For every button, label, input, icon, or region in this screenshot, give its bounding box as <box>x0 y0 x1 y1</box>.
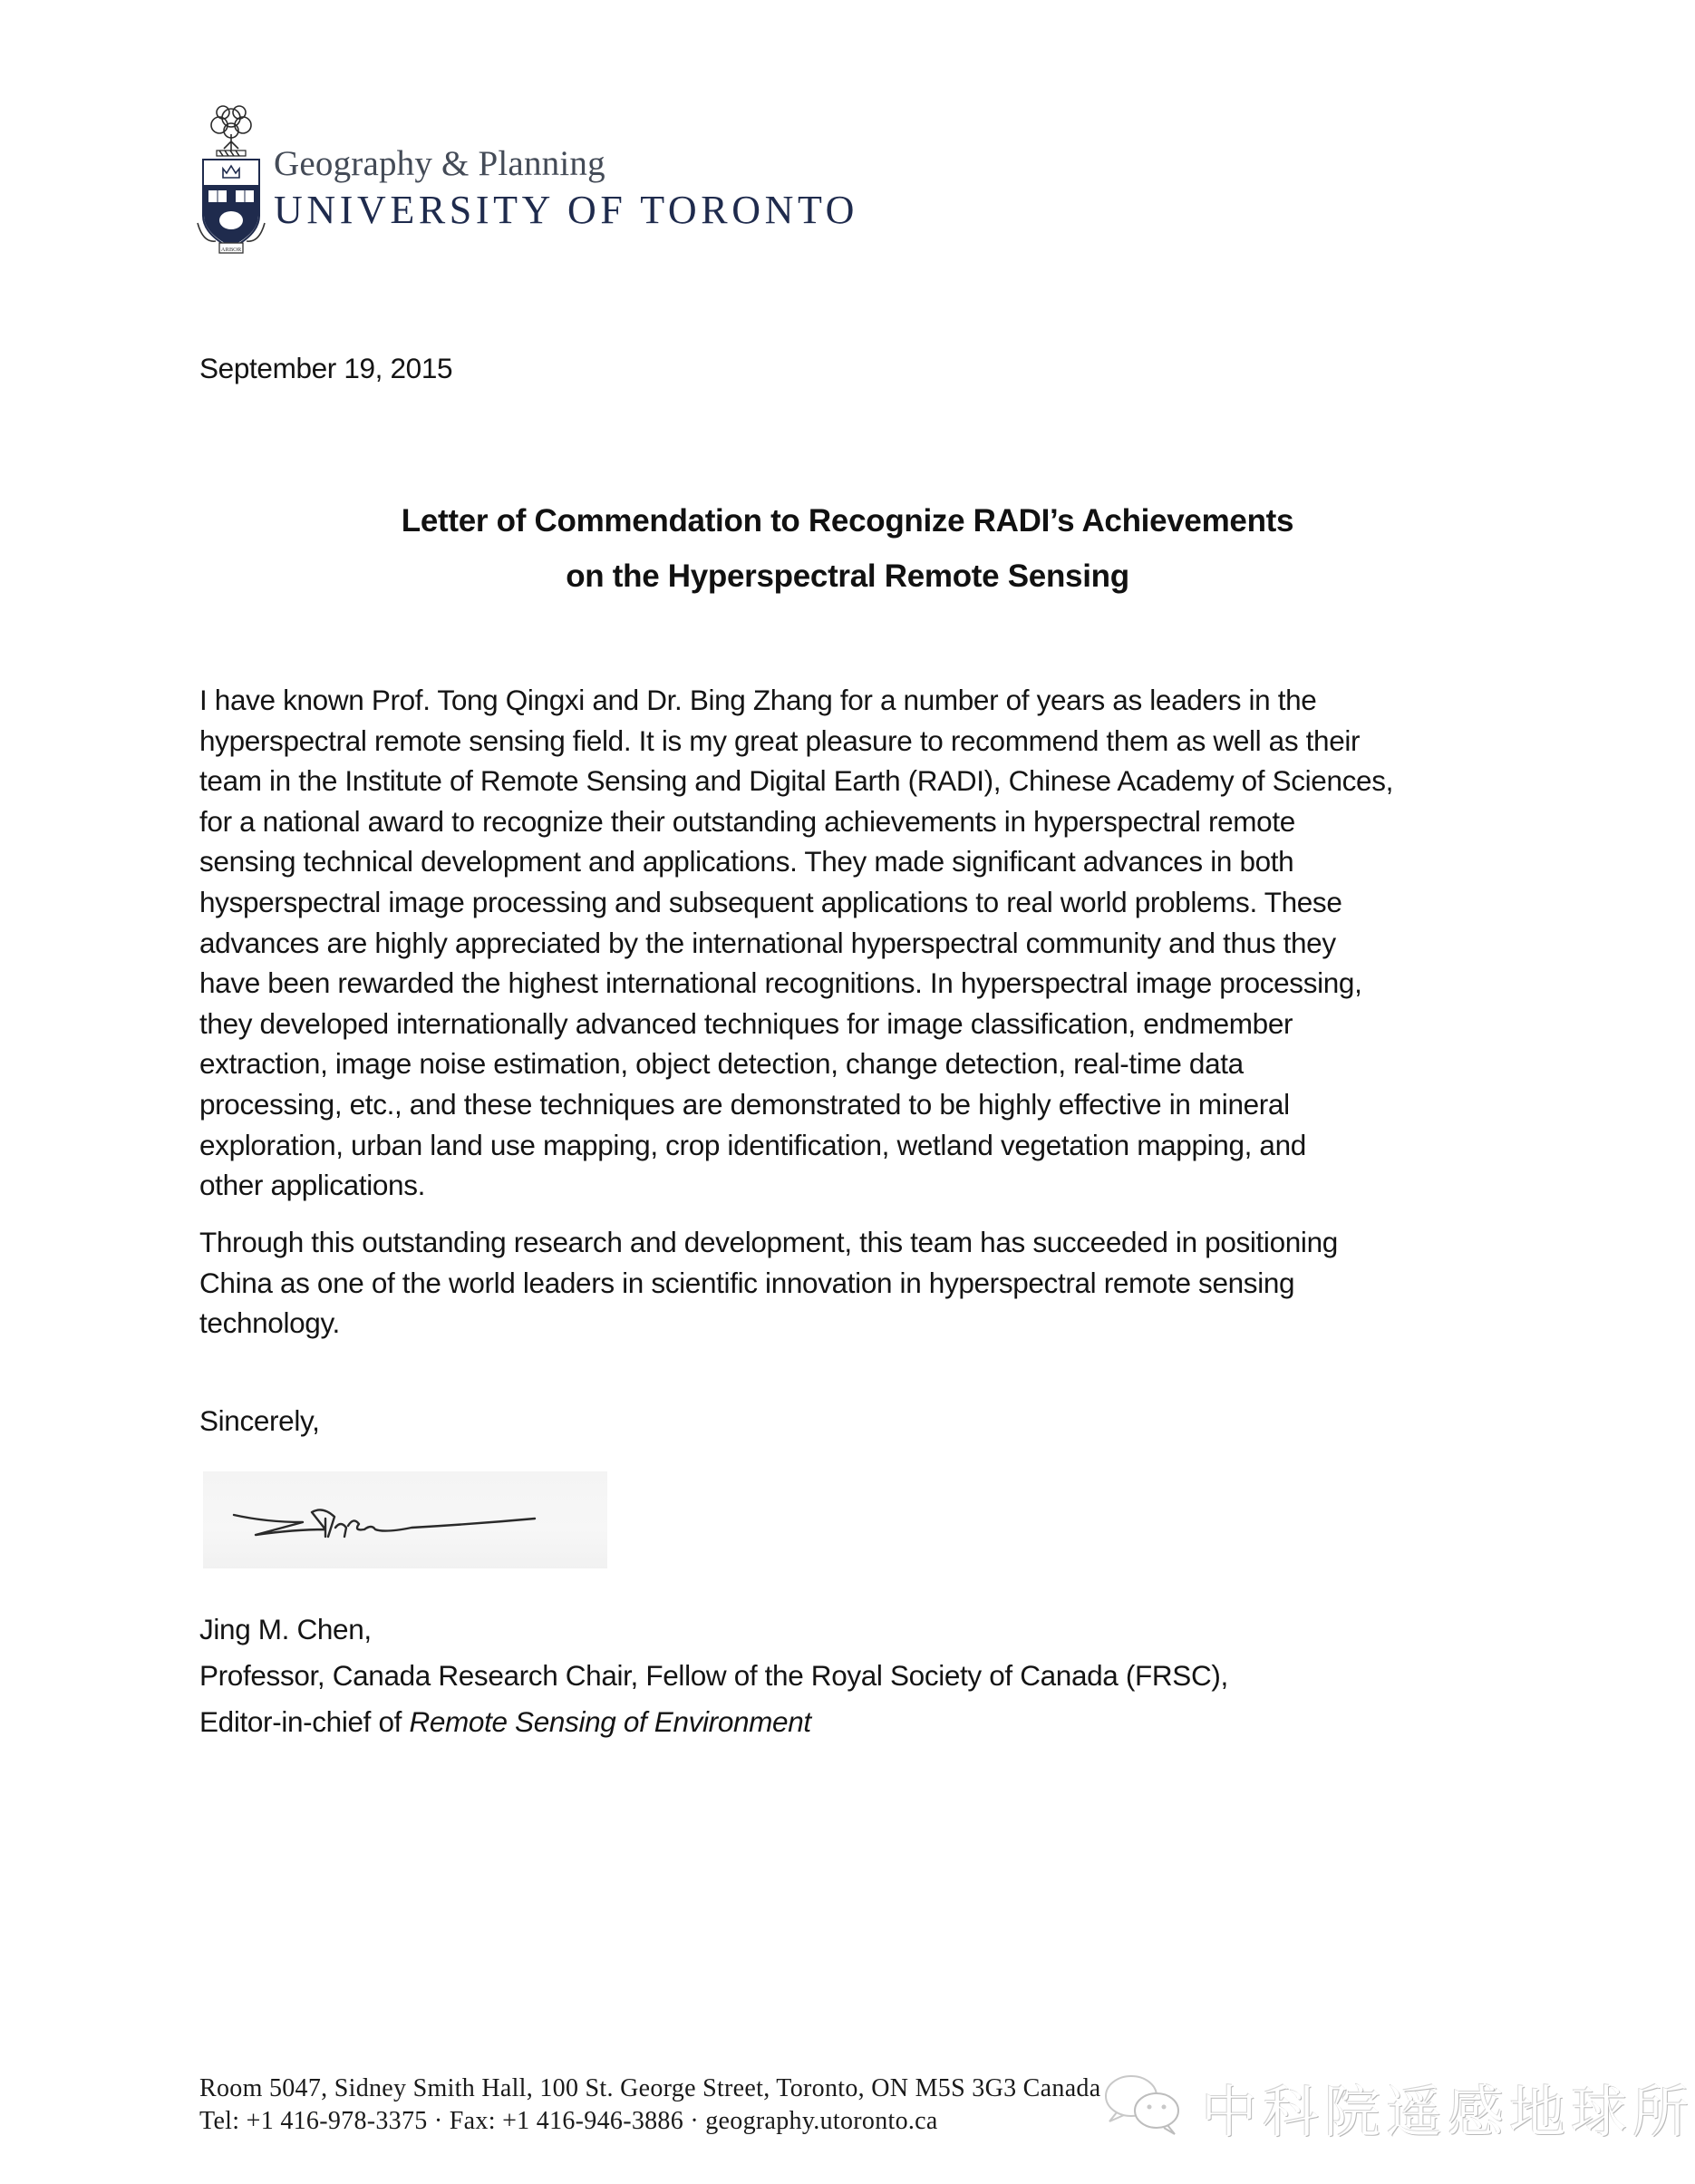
text-line: hysperspectral image processing and subsequent applications to real world problems. These <box>199 885 1342 918</box>
text-line: sensing technical development and applications. They made significant advances in both <box>199 845 1294 878</box>
handwritten-signature-icon <box>203 1471 607 1568</box>
footer-address: Room 5047, Sidney Smith Hall, 100 St. George Street, Toronto, ON M5S 3G3 Canada <box>199 2074 1101 2102</box>
svg-text:ARBOR: ARBOR <box>220 247 242 253</box>
text-line: China as one of the world leaders in scientific innovation in hyperspectral remote sensing <box>199 1266 1295 1299</box>
text-line: they developed internationally advanced techniques for image classification, endmember <box>199 1006 1293 1040</box>
text-line: advances are highly appreciated by the international hyperspectral community and thus they <box>199 926 1336 959</box>
closing: Sincerely, <box>199 1404 320 1437</box>
university-name: UNIVERSITY OF TORONTO <box>274 188 859 232</box>
department-name: Geography & Planning <box>274 144 605 183</box>
editor-prefix: Editor-in-chief of <box>199 1705 410 1738</box>
letter-title <box>0 493 1695 604</box>
text-line: processing, etc., and these techniques are demonstrated to be highly effective in mineral <box>199 1087 1290 1121</box>
text-line: Through this outstanding research and development, this team has succeeded in positioning <box>199 1226 1338 1258</box>
text-line: have been rewarded the highest international recognitions. In hyperspectral image processing, <box>199 966 1362 1000</box>
body-paragraph-2 <box>199 1222 1338 1344</box>
text-line: team in the Institute of Remote Sensing and Digital Earth (RADI), Chinese Academy of Sciences, <box>199 764 1394 798</box>
watermark-text: 中科院遥感地球所 <box>1201 2079 1695 2145</box>
text-line: technology. <box>199 1306 340 1340</box>
title-line: on the Hyperspectral Remote Sensing <box>566 558 1129 594</box>
body-paragraph-1 <box>199 680 1393 1206</box>
text-line: extraction, image noise estimation, object detection, change detection, real-time data <box>199 1047 1244 1081</box>
letter-date: September 19, 2015 <box>199 352 453 384</box>
wechat-icon <box>1097 2069 1196 2146</box>
journal-name: Remote Sensing of Environment <box>409 1705 811 1738</box>
signer-name: Jing M. Chen, <box>199 1613 372 1645</box>
signer-editor-line <box>199 1699 1228 1745</box>
text-line: hyperspectral remote sensing field. It is my great pleasure to recommend them as well as their <box>199 723 1361 757</box>
watermark <box>1097 2060 1695 2145</box>
footer-contact: Tel: +1 416-978-3375 · Fax: +1 416-946-3886 · geography.utoronto.ca <box>199 2107 938 2135</box>
letterhead-footer <box>199 2072 1100 2138</box>
signer-block <box>199 1606 1228 1745</box>
text-line: exploration, urban land use mapping, crop identification, wetland vegetation mapping, and <box>199 1128 1306 1161</box>
text-line: other applications. <box>199 1169 426 1202</box>
signer-titles: Professor, Canada Research Chair, Fellow of the Royal Society of Canada (FRSC), <box>199 1659 1228 1692</box>
title-line: Letter of Commendation to Recognize RADI’s Achievements <box>401 503 1294 539</box>
text-line: for a national award to recognize their outstanding achievements in hyperspectral remote <box>199 804 1295 838</box>
text-line: I have known Prof. Tong Qingxi and Dr. Bing Zhang for a number of years as leaders in the <box>199 684 1317 716</box>
university-crest-icon <box>196 98 266 257</box>
